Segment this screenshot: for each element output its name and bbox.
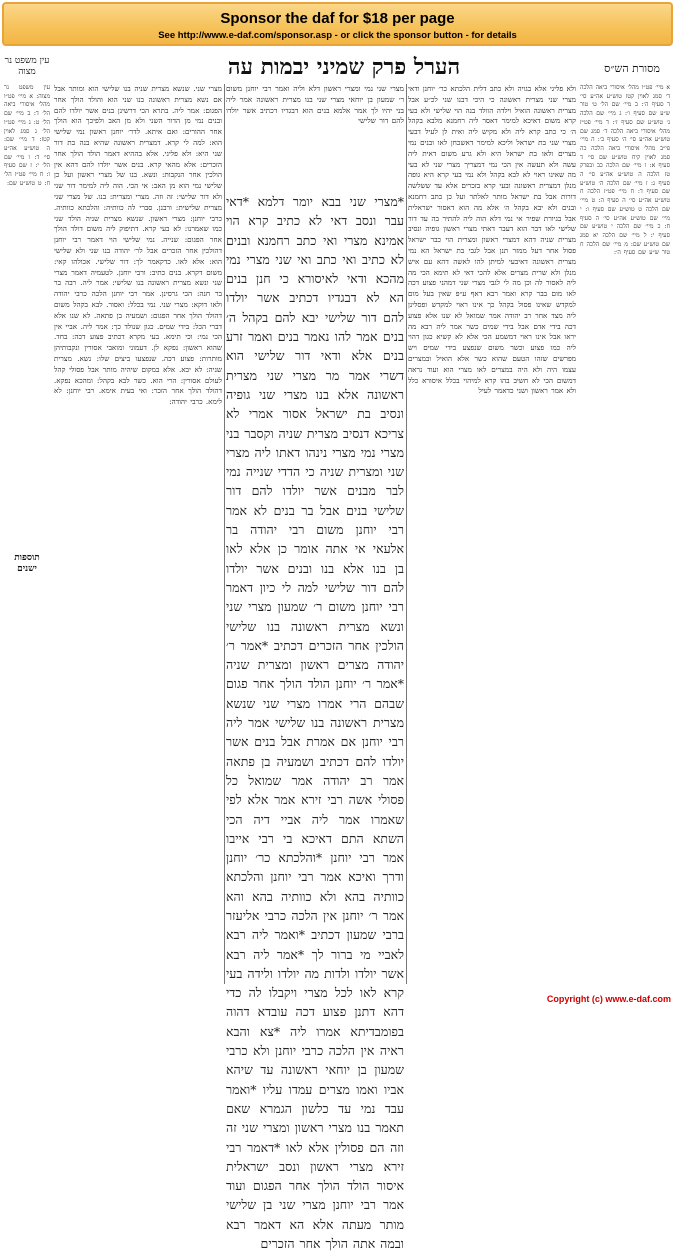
masoret-hashas-label: מסורת הש״ס	[604, 62, 660, 75]
gemara-top-text: מצרי שני נמי ומצרי ראשון דלא וליה ואמר רבי יוחנן משום ר׳ שמעון בן יוחאי מצרי שני בנו מצרית ראשונה אמר ליה בני יהיו לך אמר אלמא בנים הוא דבגדיו דכתיב אשר יולדו להם דור שלישי	[226, 84, 404, 126]
tosafot-text: ולא פליגי אלא בגויה ולא כתב דלית הלכתא כר׳ יוחנן ודאי מצרי שני מצרית ראשונה כי היכי דבנו שני לכ״ע אבל מצרית ראשונה הואיל וילדה הוולד בנה הוי שלישי ולא בעי קרא משום דאיכא למימר דאסר ליה רחמנא מלבא בקהל ה׳ כי כתב קרא ליה ולא מקיש ליה ואית לן לעיל דבעי מצרי שני בת ישראל וליכא למימר דאשכחן לאו ובנים נמי מצרים ולאו בת ישראל היא ולא גרע משום דאית ליה עשה ולא תעשה אין הכי נמי דמצריך מצרי שני לא בעי מה שאינו ראוי לא לבא בקהל ולא נמי בעי קרא היא גופה מנלן דמצרית ראשונה ובעי קרא בזכרים אלא עד ששלשה דורות אבל בת ישראל מותר לאלתר ועל כן כתב רחמנא ובנים ולא יבא בקהל ה׳ אלא מה הוא דאסור ישראלית אבל בגיורת שפיר אי נמי דלא הוה ליה להתיר בה עד דור שלישי לאו דבר הוא דעבר דאתי מצרי ראשון גופיה ונסיב מצרית שניה דהא דמצרי ראשון ומצרית הוי כבר ישראל פסול אחר דעל ממזר תנן אבל לגבי בת ישראל הא נמי מצרית ראשונה דאיבעי למיתן להו לאשה דהא עם איש מנלן ולא שרית מצרים אלא להכי דאי לא תימא הכי מה ליה לאסור לה וכן מה לי לגבי מצרי שני דמהני פצוע דכה לאו מום בבר קרא ואמר רבא דאף ע״פ שאין בעל מום למקדש שאינו פסול בקהל כך אינו ראוי למקדש ופסלינן ליה מצד אחר רב יהודה אמר שמואל לא שנו אלא פצוע דכה בידי אדם אבל בידי שמים כשר אמר ליה רבא מה יראו אבל אינו ראוי דמשמע הכי אלא לא קשיא כגון דהוי ליה כמו פצוע וכשר משום שנפצע בידי שמים ויש מפרשים שזהו הטעם שהוא כשר אלא הואיל ובמצרים עצמו היה ולא היה במצרים לאו מצרי הוא ועוד נראה דמשום הכי לא חשיב בהו קרא למיהוי בכלל איסורא כלל ולא אמר ראשון ושני כדאמר לעיל	[408, 84, 576, 396]
sponsor-banner[interactable]	[2, 2, 673, 46]
gemara-main-text: *מצרי שני בבא יומר דלמא *דאי עבר ונסב דאי לא כתיב קרא הוי אמינא מצרי ואי כתב רחמנא ובנים לא כתיב ואי כתב ואי שני מצרי נמי מהכא ודאי לאיסורא כי חנן בנים הא לא דבגדיו דכתיב אשר יולדו להם דור שלישי יבא להם בקהל ה׳ בנים אמר להו נאמר בנים ואמר זרע בנים אלא ודאי דור שלישי הוא דשרי אמר מר מצרי שני מצרית ראשונה אלא בנו מצרי שני גופיה ונסיב בת ישראל אסור אמרי לא צריכא דנסיב מצרית שניה וקסבר בני מצרי נמי מצרי נינהו דאתו ליה מצרי שני ומצרית שניה כי הדדי שנייה נמי לבר מבנים אשר יולדו להם דור שלישי בנים אבל בר בנים לא אמר רבי יוחנן משום רבי יהודה בר אלעאי אי אתה אומר כן אלא לאו בן בנו אלא בנו ובנים אשר יולדו להם דור שלישי למה לי כיון דאמר רבי יוחנן משום ר׳ שמעון מצרי שני ונשא מצרית ראשונה בנו שלישי הולכין אחר הזכרים דכתיב *אמר ר׳ יהודה מצרים ראשון ומצרית שניה *אמר ר׳ יוחנן הולד הולך אחר פגום שבהם הרי אמרו מצרי שני שנשא מצרית ראשונה בנו שלישי אמר ליה רבי יוחנן אם אמרת אבל בנים אשר יולדו להם דכתיב ושמעיה בן פתאה אמר רב יהודה אמר שמואל כל פסולי אשה רבי זירא אמר אלא לפי שאמרו אמר ליה אביי דיה הכי השתא התם דאיכא בי רבי אייבו אמר רבי יוחנן *והלכתא כר׳ יוחנן ודרך ואיכא אמר רבי יוחנן והלכתא כוותיה בהא ולא כוותיה בהא והא אמר ר׳ יוחנן אין הלכה כרבי אליעזר ברבי שמעון דכתיב *ואמר ליה רבא לאביי מי ברור לך *אמר ליה רבא אשר יולדו ולדות מה יולדו ולידה בעי קרא לאו לכל מצרי ויקבלו לה כדי דהא דתנן פצוע דכה עובדא דהוה בפומבדיתא אמרו ליה *צא והבא ראיה אין הלכה כרבי יוחנן ולא כרבי שמעון בן יוחאי ראשונה עד שיהא אביו ואמו מצרים עמדו עליו *ואמר עבד נמי עד כלשון הגמרא שאם תאמר בנו מצרי ראשון ומצרי שני זה וזה הם פסולין אלא לאו *דאמר רבי זירא מצרי ראשון ונסב ישראלית איסור הולד הולך אחר הפגום ועוד אמר רבי יוחנן מצרי שני בן שלישי מותר מעתה אלא הא דאמר רבא ובמה אתה הולך אחר הזכרים	[226, 194, 404, 1252]
page-title: הערל פרק שמיני יבמות עה	[227, 54, 461, 80]
sponsor-banner-subtitle[interactable]: See http://www.e-daf.com/sponsor.asp - or click the sponsor button - for details	[158, 30, 517, 41]
copyright-notice: Copyright (c) www.e-daf.com	[546, 994, 671, 1004]
margin-right-text: א מיי׳ פט״ו מהל׳ איסורי ביאה הלכה ד׳ סמג לאוין קטז טוש״ע אה״ע סי׳ ד סעיף ה׳: ב מיי׳ שם הל׳ ט׳ טור ש״ע שם סעיף ו׳: ג מיי׳ שם הלכה ג׳ טוש״ע שם סעיף ז׳: ד מיי׳ פט״ז מהל׳ איסורי ביאה הלכה ד׳ סמג שם טוש״ע אה״ע סי׳ ה׳ סעיף ב׳: ה מיי׳ פי״ב מהל׳ איסורי ביאה הלכה כה סמג לאוין קיח טוש״ע שם סי׳ ד סעיף א: ו מיי׳ שם הלכה כב ובפרק טז הלכה ה טוש״ע אה״ע סי׳ ה סעיף ג: ז מיי׳ שם הלכה ה׳ טוש״ע שם סעיף ד: ח מיי׳ פט״ז הלכה ח טוש״ע אה״ע סי׳ ה סעיף ה: ט מיי׳ שם הלכה ט טוש״ע שם סעיף ו: י מיי׳ שם טוש״ע אה״ע סי׳ ה סעיף ח: כ מיי׳ שם הלכה י טוש״ע שם סעיף י: ל מיי׳ שם הלכה יא סמג שם טוש״ע שם: מ מיי׳ שם הלכה ח טור ש״ע שם סעיף ה׳:	[580, 84, 670, 257]
margin-right-column	[580, 84, 670, 984]
margin-left-column	[4, 84, 50, 984]
gemara-top-commentary	[226, 84, 404, 192]
tosafot-yeshanim-heading: תוספות ישנים	[4, 552, 50, 574]
sponsor-banner-title[interactable]: Sponsor the daf for $18 per page	[220, 10, 455, 27]
rashi-column	[54, 84, 222, 984]
column-divider-right	[406, 84, 407, 984]
column-divider-left	[224, 84, 225, 984]
ein-mishpat-label: עין משפט נר מצוה	[4, 56, 50, 77]
margin-left-text: עין משפט נר מצוה: א מיי׳ פט״ו מהל׳ איסורי ביאה הל׳ ד: ב מיי׳ שם הל׳ ט: ג מיי׳ פט״ו הל׳ ג סמג לאוין קטז: ד מיי׳ שם: ה טוש״ע אה״ע סי׳ ד: ו מיי׳ שם הל׳ י: ז שם סעיף ו: ח מיי׳ פט״ז הל׳ ח: ט טוש״ע שם:	[4, 84, 50, 187]
gemara-main-column	[226, 192, 404, 1252]
rashi-text: מצרי שני. שנשא מצרית שניה בנו שלישי הוא ומותר אבל אם נשא מצרית ראשונה בנו שני הוא והולד הולך אחר הפגום: אמר ליה. בתרא הכי דרשינן בנים אשר יולדו להם ובנים נמי מן הדור השני ולא מן האב ולפיכך הוא הולך אחר ההורים: ואם איתא. לדר׳ יוחנן ראשון נמי שלישי הוא: למה לי קרא. דמצרית ראשונה שהיא בנה בת דור שני היא: ולא פליגי. אלא בההיא דאמר הולד הולך אחר הזכרים: אלא מהאי קרא. בנים אשר יולדו להם דהא אין הולכין אחר הנקבות: ונשא. בנו של מצרי ראשון ועל כן שלישי נמי הוא מן האב: אי הכי. הוה ליה למימר דור שני ולא דור שלישי: זה וזה. מצרי ומצרית: בנו. של מצרי שני מצרית שלישית: ורבנן. סברי לה כוותיה: והלכתא כוותיה. כרבי יוחנן: מצרי ראשון. שנשא מצרית שניה הולד שני כמו שאמרנו: לא בעי קרא. דתיפוק ליה משום דולד הולך אחר הפגום: שנייה. נמי שלישי הוי דאמר רבי יוחנן דהולכין אחר הזכרים אבל לר׳ יהודה בנו שני ולא שלישי הוא: אלא לאו. כדקאמר לך: דור שלישי. אכולהו קאי: משום דקרא. בנים כתיב: ורבי יוחנן. לטעמיה דאמר מצרי שני ונשא מצרית ראשונה בנו שלישי: אמר ליה. רבה בר בר חנה: הכי גרסינן. אמר רבי יוחנן הלכה כרבי יהודה ולאו דוקא: מצרי שני. נמי בכלל: ואסור. לבא בקהל משום דהולד הולך אחר הפגום: ושמעיה בן פתאה. לא שנו אלא דברי הכל: בידי שמים. כגון שנולד כך: אמר ליה. אביי אין הכי נמי: וכי תימא. בעי מקרא דכתיב פצוע דכה: בחד. שהוא ראשון: נפקא לן. דעמוני ומואבי אסורין ונקבותיהן מותרות: פצוע דכה. שנפצעו ביצים שלו: נשא. מצרית שניה: לא יבא. אלא במקום שיהיה מותר אבל פסולי קהל לעולם אסורין: הרי הוא. כשר לבא בקהל: ומהכא נפקא. דהולד הולך אחר הזכר: ואי בעית אימא. רבי יוחנן: לא לימא. כרבי יהודה:	[54, 84, 222, 407]
tosafot-column	[408, 84, 576, 984]
